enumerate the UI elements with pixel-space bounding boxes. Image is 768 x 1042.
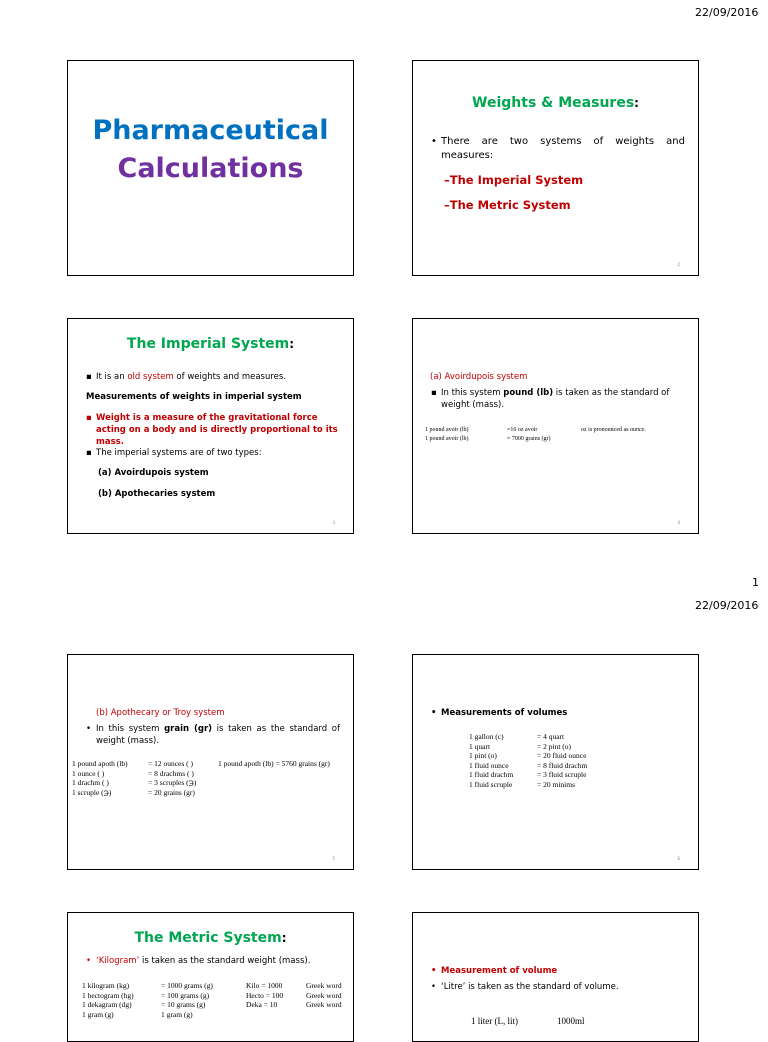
slide-number: 5 <box>332 856 335 861</box>
slide-number: 4 <box>677 520 680 525</box>
page-date: 22/09/2016 <box>695 6 759 19</box>
table-row: 1 gram (g) 1 gram (g) <box>82 1009 193 1019</box>
table-row: 1 gallon (c) = 4 quart <box>469 732 565 741</box>
table-row: 1 drachm ( ) = 3 scruples (℈) <box>72 778 197 787</box>
table-row: 1 kilogram (kg) = 1000 grams (g) Kilo = 1000 Greek word <box>82 981 342 990</box>
slide-2 <box>412 60 699 276</box>
bullet: ▪ The imperial systems are of two types: <box>86 448 262 458</box>
section-heading: • Measurement of volume <box>431 966 558 976</box>
slide-number: 3 <box>332 520 335 525</box>
sub-item-imperial: –The Imperial System <box>444 173 584 187</box>
slide-title: The Imperial System: <box>126 336 295 352</box>
metric-table <box>82 981 342 1019</box>
table-row: 1 fluid drachm = 3 fluid scruple <box>469 770 587 779</box>
table-row: 1 pound apoth (lb) = 12 ounces ( ) 1 pound apoth (lb) = 5760 grains (gr) <box>72 759 330 768</box>
table-row: 1 fluid scruple = 20 minims <box>469 779 575 789</box>
volume-table <box>469 732 588 789</box>
table-row: 1 fluid ounce = 8 fluid drachm <box>469 760 588 770</box>
bullet-red: ▪ Weight is a measure of the gravitational force acting on a body and is directly proportional to its mass. <box>86 413 338 447</box>
volume-row <box>471 1016 585 1027</box>
title-line-2: Calculations <box>117 153 304 184</box>
bullet: • ‘Litre’ is taken as the standard of volume. <box>431 982 619 992</box>
table-row: 1 quart = 2 pint (o) <box>469 741 572 751</box>
slide-7 <box>67 912 354 1042</box>
bullet: • Measurements of volumes <box>431 708 568 718</box>
bullet: • In this system grain (gr) is taken as the standard of weight (mass). <box>86 724 340 746</box>
slide-title: The Metric System: <box>134 930 287 946</box>
slide-8 <box>412 912 699 1042</box>
page-date: 22/09/2016 <box>695 599 759 612</box>
title-line-1: Pharmaceutical <box>92 115 329 146</box>
page-number: 1 <box>752 576 759 589</box>
table-row: 1 liter (L, lit) 1000ml <box>471 1016 585 1026</box>
type-b: (b) Apothecaries system <box>98 489 216 499</box>
slide-1 <box>67 60 354 276</box>
section-heading: (b) Apothecary or Troy system <box>96 708 225 718</box>
table-row: 1 ounce ( ) = 8 drachms ( ) <box>72 768 194 778</box>
table-row: 1 dekagram (dg) = 10 grams (g) Deka = 10 Greek word <box>82 1000 342 1009</box>
avoirdupois-table <box>425 426 646 444</box>
table-row: 1 pound avoir (lb) = 7000 grains (gr) <box>425 436 551 442</box>
bullet: ▪ It is an old system of weights and measures. <box>86 372 287 382</box>
table-row: 1 pint (o) = 20 fluid ounce <box>469 751 587 760</box>
slide-title: Weights & Measures: <box>472 95 639 111</box>
bullet: • ‘Kilogram’ is taken as the standard weight (mass). <box>86 956 311 966</box>
slide-5 <box>67 654 354 870</box>
subheading: Measurements of weights in imperial system <box>86 392 302 402</box>
table-row: 1 hectogram (hg) = 100 grams (g) Hecto = 100 Greek word <box>82 990 342 1000</box>
apothecary-table <box>72 759 330 797</box>
slide-6 <box>412 654 699 870</box>
type-a: (a) Avoirdupois system <box>98 468 209 478</box>
slide-number: 6 <box>677 856 680 861</box>
bullet: • There are two systems of weights and measures: <box>431 136 685 161</box>
table-row: 1 pound avoir (lb) =16 oz avoir oz is pronounced as ounce. <box>425 427 646 433</box>
table-row: 1 scruple (℈) = 20 grains (gr) <box>72 787 195 797</box>
sub-item-metric: –The Metric System <box>444 198 571 212</box>
slide-number: 2 <box>677 262 680 267</box>
slide-4 <box>412 318 699 534</box>
slide-3 <box>67 318 354 534</box>
bullet: ▪ In this system pound (lb) is taken as the standard of weight (mass). <box>431 388 670 410</box>
section-heading: (a) Avoirdupois system <box>430 372 528 382</box>
